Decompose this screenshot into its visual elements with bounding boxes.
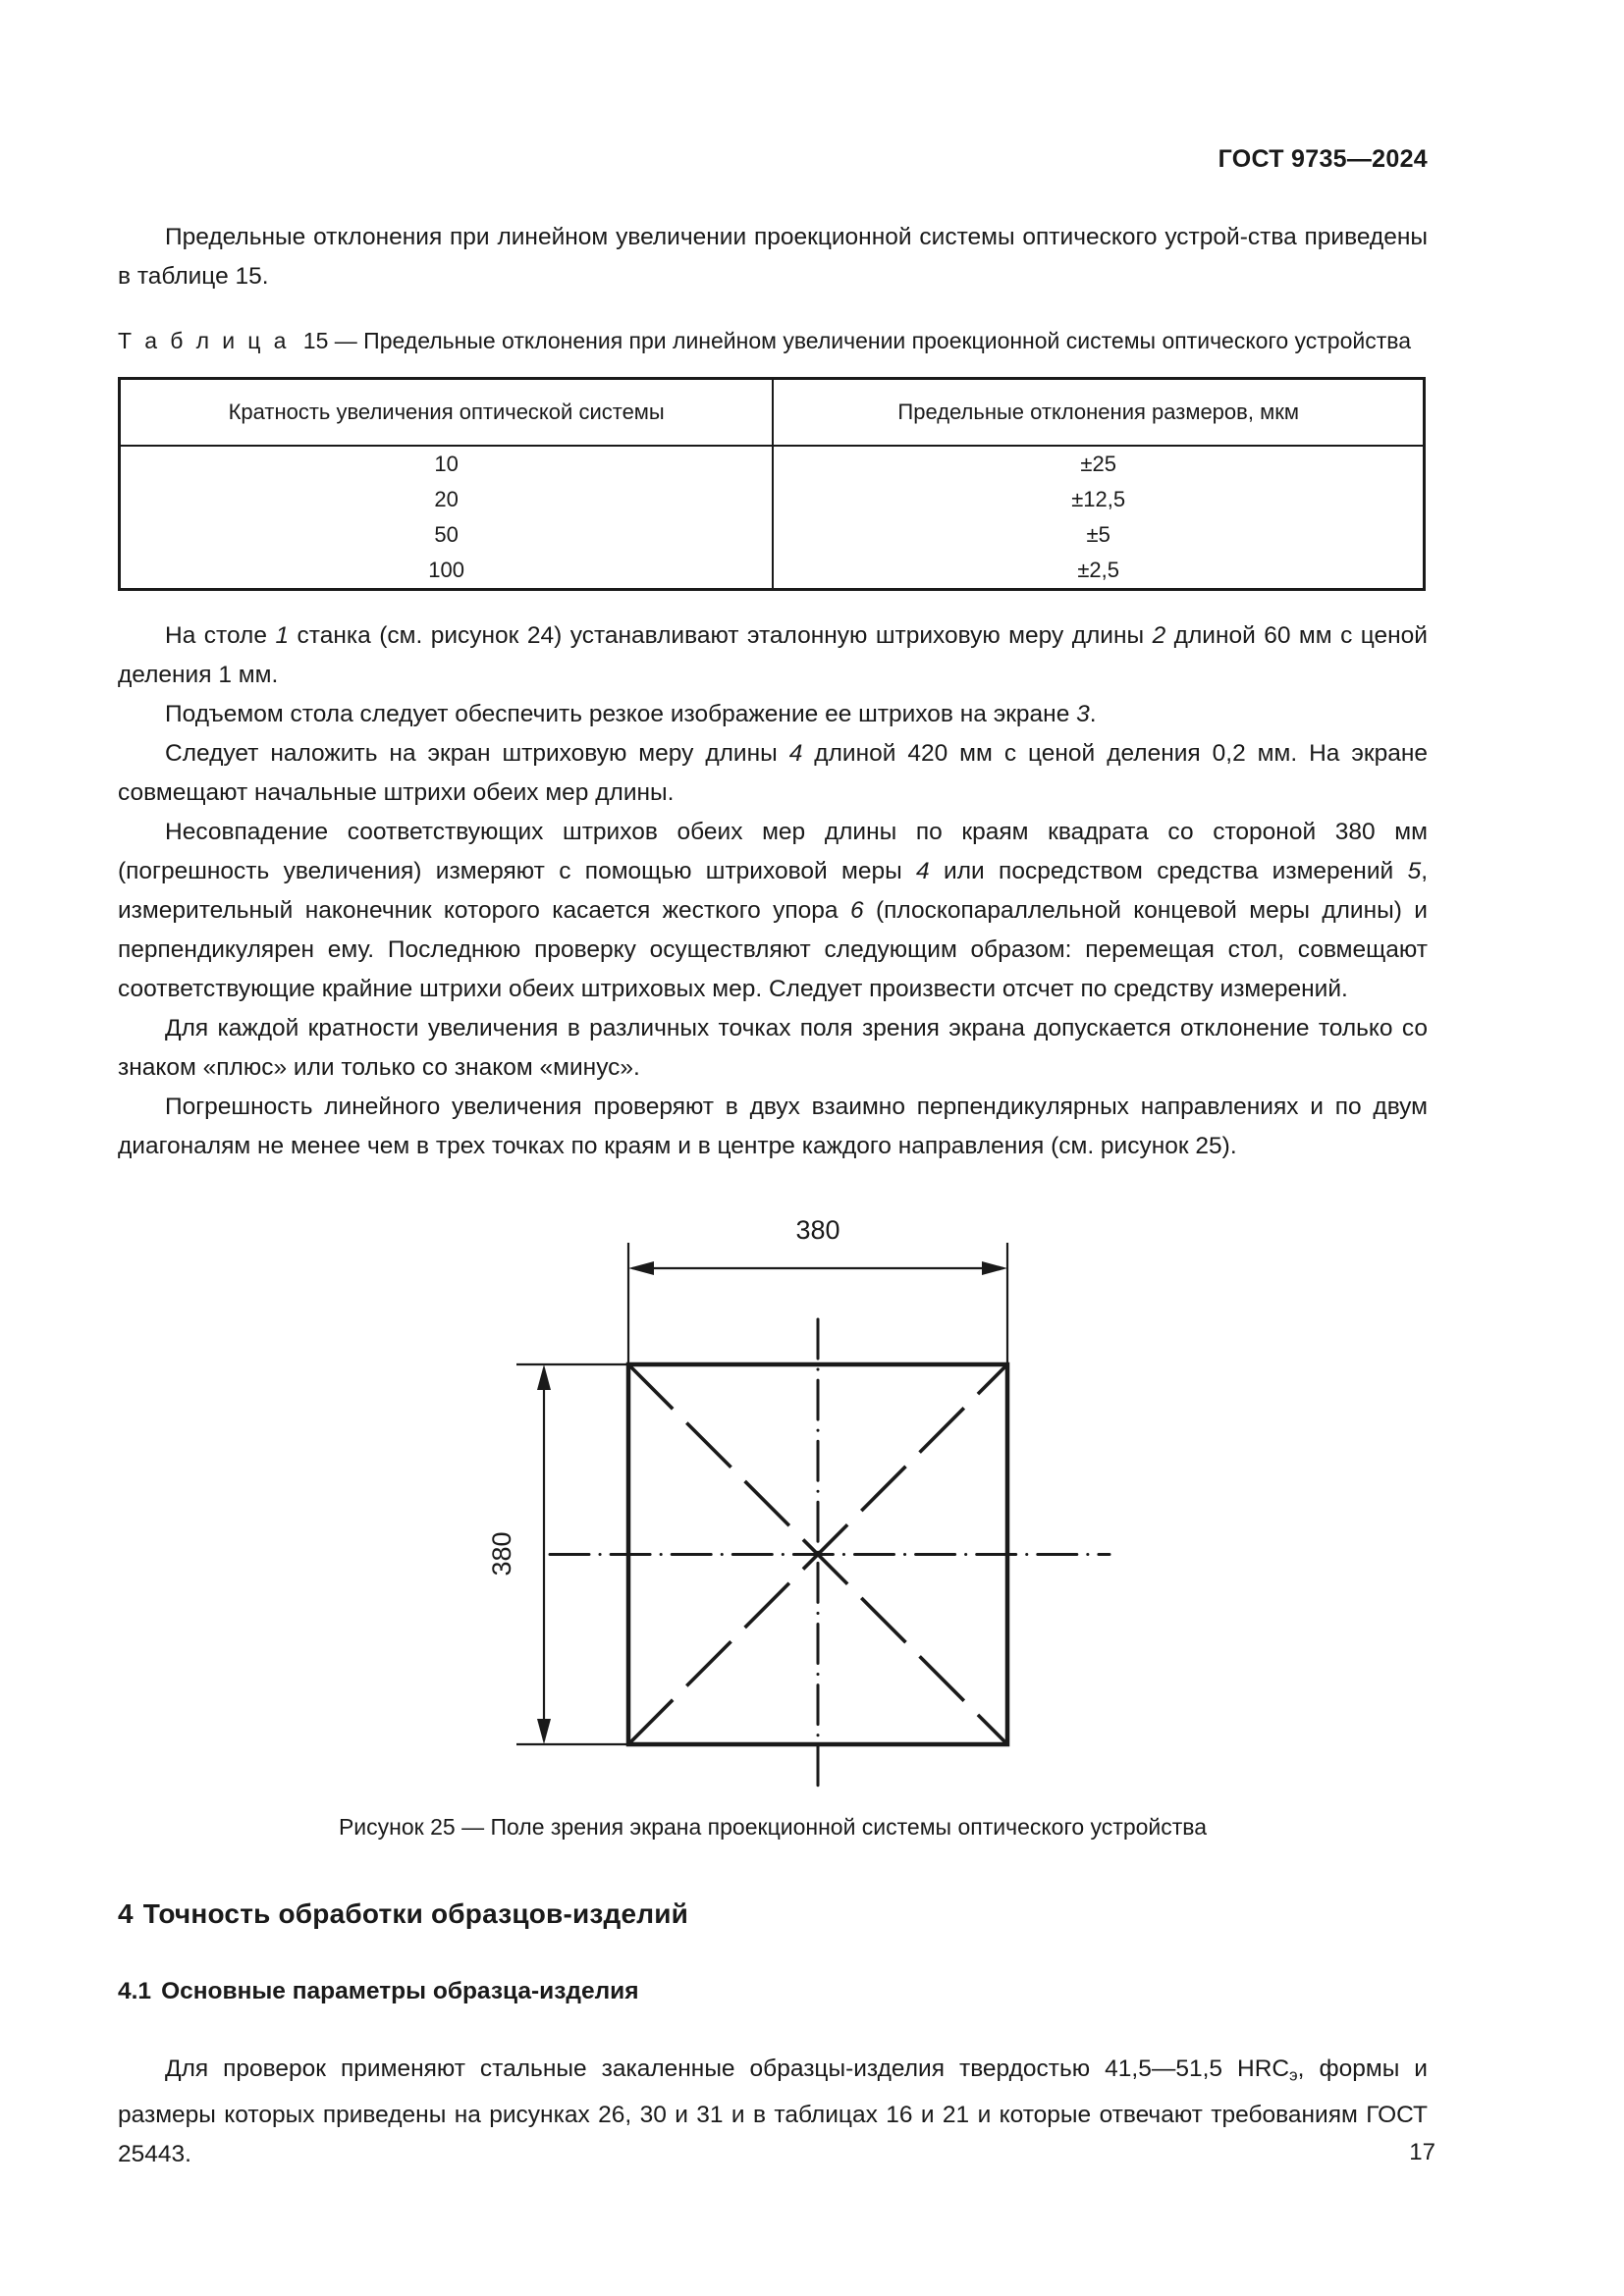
paragraph-text: длиной 420 мм с ценой деления 0,2 мм. На экране совмещают начальные штрихи обеих мер длины. [118,740,1428,806]
paragraph-text: . [1089,701,1097,727]
figure-25 [118,1182,1428,1810]
final-paragraph [118,2050,1428,2174]
p-mismatch [118,813,1428,1009]
spacer [118,2036,1428,2050]
paragraph-text: Подъемом стола следует обеспечить резкое изображение ее штрихов на экране [165,701,1077,727]
table-row [120,446,1425,590]
arrow-head-down [537,1719,551,1744]
spacer [118,1869,1428,1895]
dimension-label-left: 380 [487,1531,516,1576]
p-table-setup [118,616,1428,695]
reference-numeral: 2 [1152,622,1166,649]
reference-numeral: 4 [788,740,803,767]
reference-numeral: 3 [1076,701,1090,727]
p-lift [118,695,1428,734]
arrow-head-right [982,1261,1007,1275]
paragraph-text: станка (см. рисунок 24) устанавливают эталонную штриховую меру длины [289,622,1153,649]
p-sign [118,1009,1428,1088]
table-caption [118,322,1428,359]
reference-numeral: 6 [849,897,864,924]
paragraph-text: Для каждой кратности увеличения в различных точках поля зрения экрана допускается отклонение только со знаком «плюс» или только со знаком «минус». [118,1015,1428,1081]
final-paragraph-after: , формы и размеры которых приведены на рисунках 26, 30 и 31 и в таблицах 16 и 21 и которые отвечают требованиям ГОСТ 25443. [118,2056,1428,2167]
section-heading-4-1 [118,1973,1428,2010]
section-heading-4-title: Точность обработки образцов-изделий [142,1898,689,1929]
paragraph-text: , измерительный наконечник которого касается жесткого упора [118,858,1429,924]
dimension-label-top: 380 [795,1215,840,1245]
spacer [118,296,1428,322]
table-header [120,379,1425,447]
table-caption-number: 15 [302,328,329,353]
section-heading-4-1-title: Основные параметры образца-изделия [161,1978,639,2004]
paragraph-text: Несовпадение соответствующих штрихов обеих мер длины по краям квадрата со стороной 380 мм (погрешность увеличения) измеряют с помощью штриховой меры [118,819,1428,884]
table-body [120,446,1425,590]
final-paragraph-before: Для проверок применяют стальные закаленные образцы-изделия твердостью 41,5—51,5 HRC [165,2056,1290,2082]
cell-value: 50 [434,522,459,547]
paragraph-text: Погрешность линейного увеличения проверяют в двух взаимно перпендикулярных направлениях и по двум диагоналям не менее чем в трех точках по краям и в центре каждого направления (см. рисунок 25). [118,1094,1428,1159]
reference-numeral: 5 [1407,858,1422,884]
intro-paragraph: Предельные отклонения при линейном увеличении проекционной системы оптического устрой-ства приведены в таблице 15. [118,224,1428,290]
cell-value: ±5 [1086,522,1110,547]
paragraph-text: Следует наложить на экран штриховую меру длины [165,740,789,767]
cell-value: ±25 [1080,452,1116,476]
cell-value: ±12,5 [1071,487,1126,511]
spacer [118,2010,1428,2036]
cell-value: 100 [428,558,465,582]
paragraph-text: или посредством средства измерений [929,858,1408,884]
table-caption-text: Предельные отклонения при линейном увеличении проекционной системы оптического устройства [363,328,1412,353]
spacer [118,1959,1428,1973]
paragraph-text: На столе [165,622,276,649]
page-content [118,218,1428,2174]
page-number: 17 [1409,2139,1435,2165]
reference-numeral: 1 [275,622,290,649]
section-heading-4 [118,1895,1428,1934]
document-standard-header: ГОСТ 9735—2024 [1218,145,1428,173]
figure-25-caption: Рисунок 25 — Поле зрения экрана проекционной системы оптического устройства [338,1814,1208,1840]
table-header-row [120,379,1425,447]
section-heading-4-1-number: 4.1 [118,1978,152,2004]
table-header-cell-magnification: Кратность увеличения оптической системы [120,379,774,447]
table-caption-label: Т а б л и ц а [118,328,290,353]
cell-value: ±2,5 [1077,558,1119,582]
spacer [118,1934,1428,1959]
p-overlay [118,734,1428,813]
body-paragraphs [118,616,1428,1166]
table-cell-deviation-values [773,446,1424,590]
spacer [118,591,1428,616]
cell-value: 10 [434,452,459,476]
table-cell-magnification-values [120,446,774,590]
table-15 [118,377,1426,591]
paragraph-text: (плоскопараллельной концевой меры длины) и перпендикулярен ему. Последнюю проверку осуществляют следующим образом: перемещая стол, совмещают соответствующие крайние штрихи обеих штриховых мер. Следует произвести отсчет по средству измерений. [118,897,1428,1002]
p-directions [118,1088,1428,1166]
arrow-head-left [628,1261,654,1275]
table-caption-dash: — [334,328,357,353]
table-header-cell-deviation: Предельные отклонения размеров, мкм [773,379,1424,447]
cell-value: 20 [434,487,459,511]
figure-25-drawing [118,1182,1428,1810]
section-heading-4-number: 4 [118,1898,134,1929]
paragraph-text: длиной 60 мм с ценой деления 1 мм. [118,622,1428,688]
arrow-head-up [537,1364,551,1390]
hrc-subscript: э [1289,2065,1298,2085]
spacer [118,1843,1428,1869]
reference-numeral: 4 [916,858,930,884]
